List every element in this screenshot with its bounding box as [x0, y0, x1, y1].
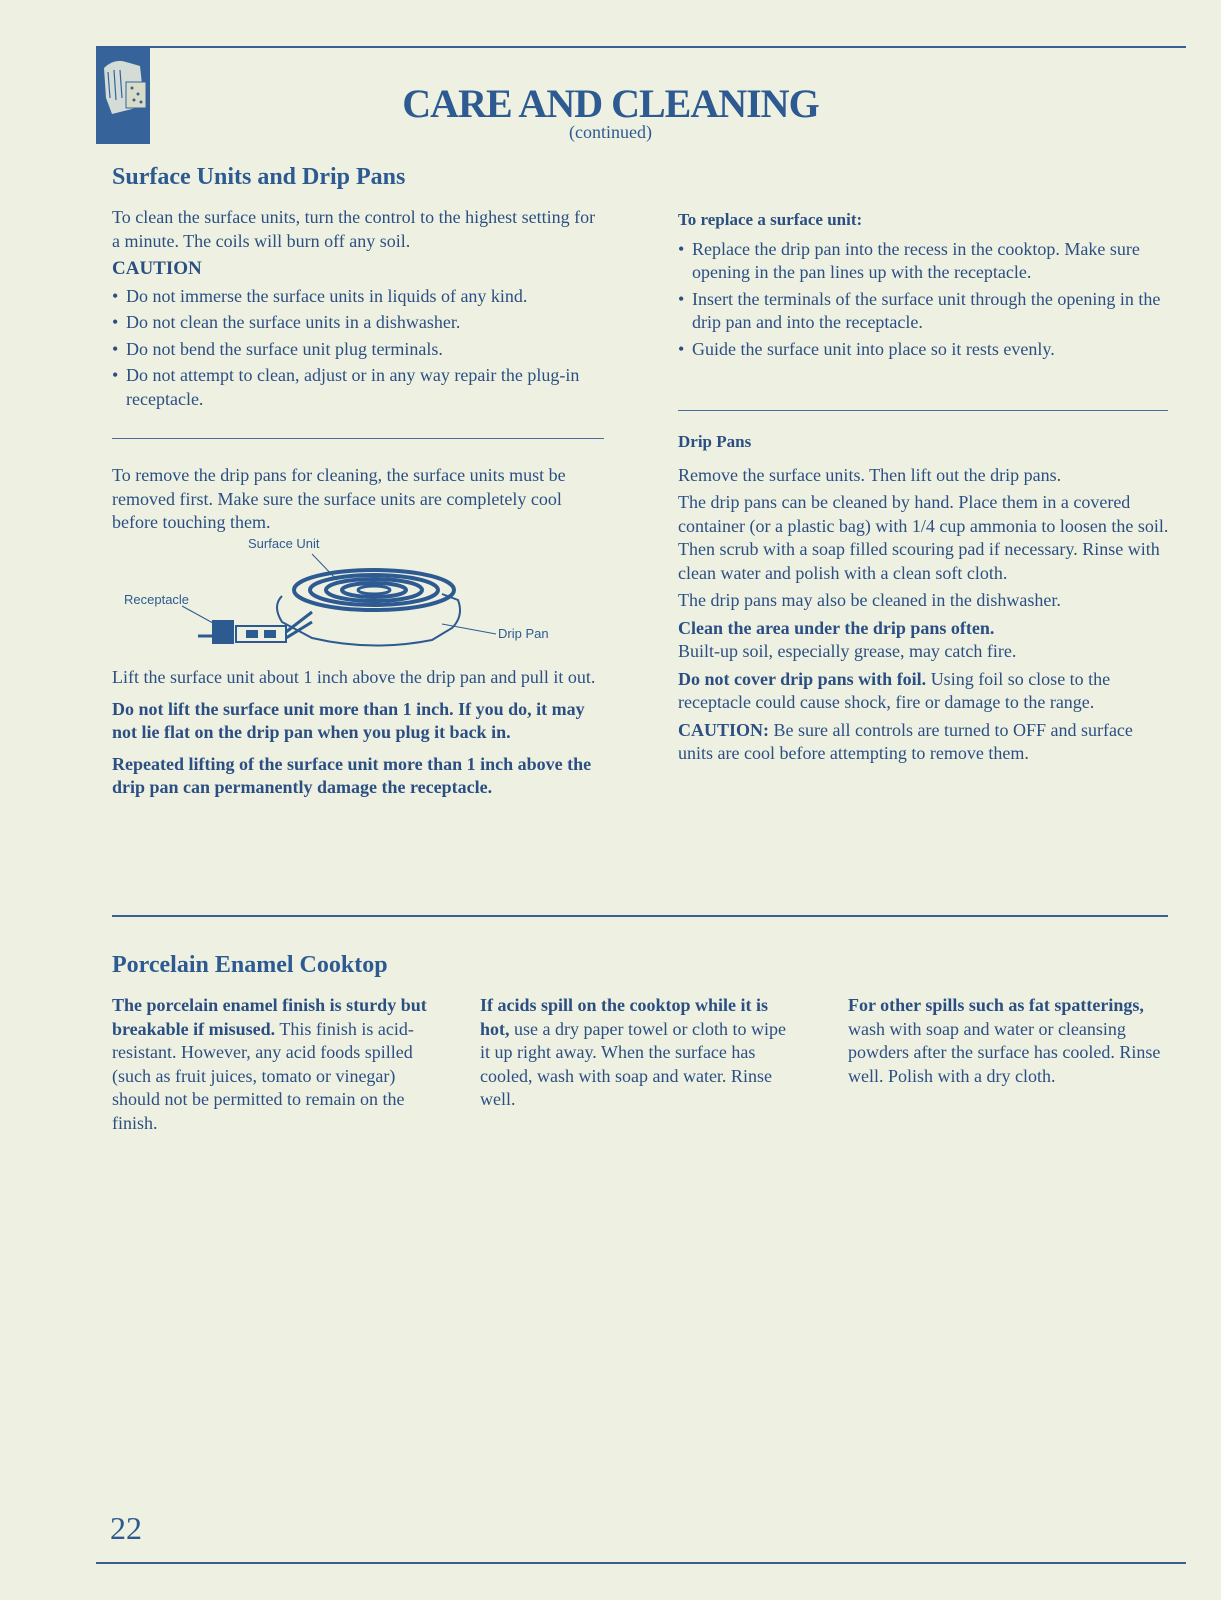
replace-surface-unit-block — [678, 208, 1168, 364]
drip-pans-p4: Clean the area under the drip pans often. Built-up soil, especially grease, may catch fire. — [678, 617, 1017, 661]
surface-units-intro: To clean the surface units, turn the control to the highest setting for a minute. The coils will burn off any soil. — [112, 207, 596, 251]
drip-pans-block — [678, 430, 1172, 770]
surface-unit-label: Surface Unit — [248, 536, 320, 551]
list-item: • Guide the surface unit into place so it rests evenly. — [678, 338, 1168, 362]
lift-warning-2: Repeated lifting of the surface unit more than 1 inch above the drip pan can permanently damage the receptacle. — [112, 753, 592, 797]
drip-pans-heading: Drip Pans — [678, 432, 752, 451]
drip-pans-p3: The drip pans may also be cleaned in the dishwasher. — [678, 590, 1061, 610]
surface-units-heading: Surface Units and Drip Pans — [112, 164, 406, 190]
drip-pan-label: Drip Pan — [498, 626, 549, 641]
top-rule — [96, 46, 1186, 48]
porcelain-heading: Porcelain Enamel Cooktop — [112, 952, 388, 978]
surface-unit-diagram — [112, 536, 572, 666]
drip-pans-p2: The drip pans can be cleaned by hand. Place them in a covered container (or a plastic bag) with 1/4 cup ammonia to loosen the soil. Then scrub with a soap filled scouring pad if necessary. Rinse with clean water and polish with a clean soft cloth. — [678, 492, 1169, 583]
list-item: • Do not immerse the surface units in liquids of any kind. — [112, 285, 602, 309]
lift-text: Lift the surface unit about 1 inch above the drip pan and pull it out. — [112, 667, 596, 687]
remove-drip-pans-text: To remove the drip pans for cleaning, the surface units must be removed first. Make sure the surface units are completely cool before touching them. — [112, 465, 566, 532]
porcelain-col-2: If acids spill on the cooktop while it is hot, use a dry paper towel or cloth to wipe it up right away. When the surface has cooled, wash with soap and water. Rinse well. — [480, 995, 786, 1109]
section-divider — [112, 915, 1168, 917]
bottom-rule — [96, 1562, 1186, 1564]
lift-warning-1: Do not lift the surface unit more than 1 inch. If you do, it may not lie flat on the drip pan when you plug it back in. — [112, 698, 585, 742]
porcelain-col-1: The porcelain enamel finish is sturdy but breakable if misused. This finish is acid-resistant. However, any acid foods spilled (such as fruit juices, tomato or vinegar) should not be permitted to remain on the finish. — [112, 995, 427, 1133]
receptacle-label: Receptacle — [124, 592, 190, 607]
drip-pans-p1: Remove the surface units. Then lift out the drip pans. — [678, 464, 1062, 485]
lift-instructions — [112, 666, 602, 804]
caution-list — [112, 285, 602, 412]
page-title: CARE AND CLEANING — [402, 81, 819, 126]
list-item: • Insert the terminals of the surface unit through the opening in the drip pan and into the receptacle. — [678, 288, 1168, 335]
right-divider — [678, 410, 1168, 411]
list-item: • Do not bend the surface unit plug terminals. — [112, 338, 602, 362]
surface-units-caution-block — [112, 206, 602, 414]
replace-list — [678, 238, 1168, 362]
porcelain-col-3: For other spills such as fat spatterings, wash with soap and water or cleansing powders after the surface has cooled. Rinse well. Polish with a dry cloth. — [848, 995, 1161, 1086]
drip-pans-p5: Do not cover drip pans with foil. Using foil so close to the receptacle could cause shock, fire or damage to the range. — [678, 668, 1111, 712]
drip-pans-p6: CAUTION: Be sure all controls are turned to OFF and surface units are cool before attempting to remove them. — [678, 719, 1133, 763]
caution-label: CAUTION — [112, 258, 202, 279]
page-number: 22 — [110, 1510, 142, 1546]
left-divider — [112, 438, 604, 439]
list-item: • Do not attempt to clean, adjust or in any way repair the plug-in receptacle. — [112, 364, 602, 411]
replace-heading: To replace a surface unit: — [678, 210, 863, 229]
page-subtitle: (continued) — [569, 122, 652, 142]
list-item: • Replace the drip pan into the recess in the cooktop. Make sure opening in the pan lines up with the receptacle. — [678, 238, 1168, 285]
list-item: • Do not clean the surface units in a dishwasher. — [112, 311, 602, 335]
